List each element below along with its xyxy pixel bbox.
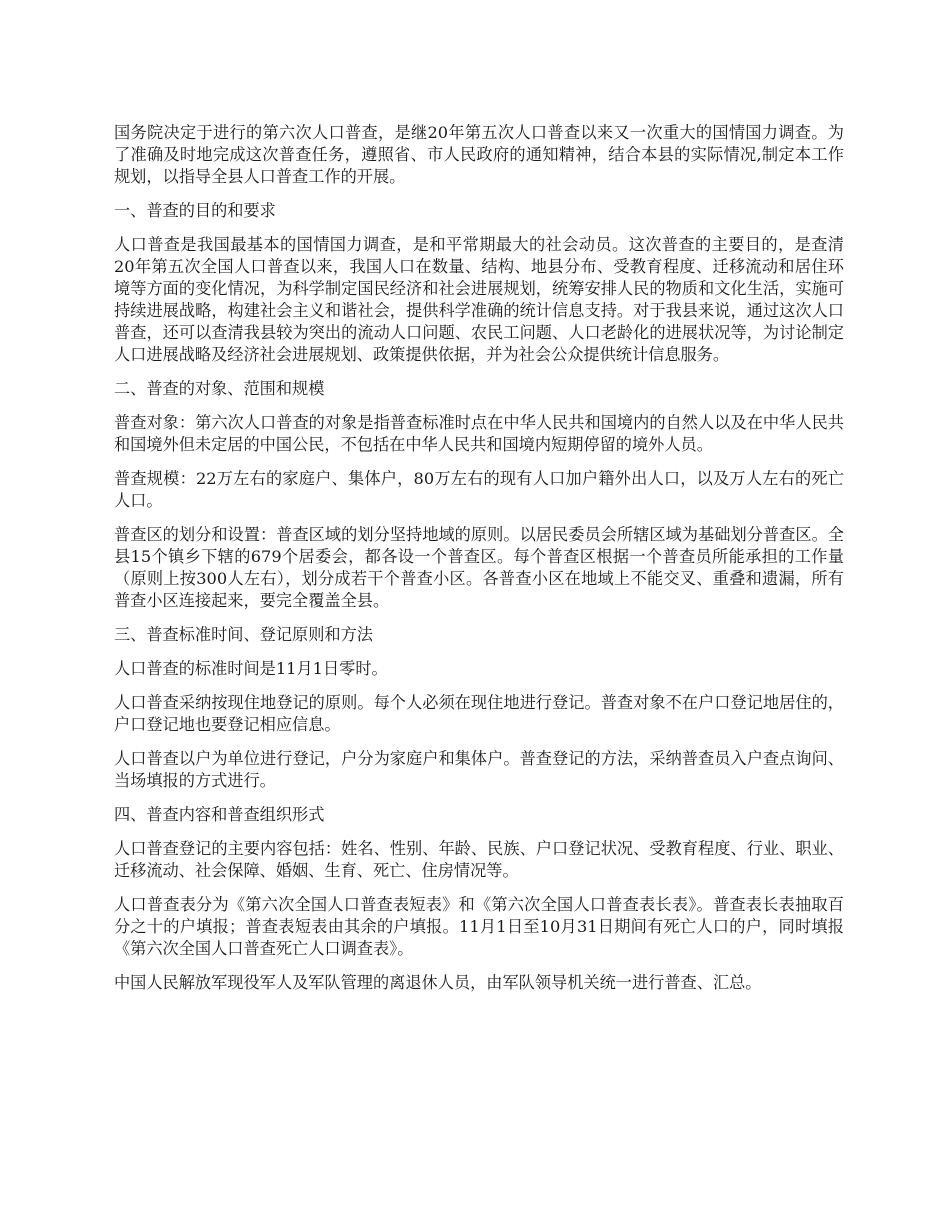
paragraph-census-objects: 普查对象：第六次人口普查的对象是指普查标准时点在中华人民共和国境内的自然人以及在中华人民共和国境外但未定居的中国公民，不包括在中华人民共和国境内短期停留的境外人员。 xyxy=(114,413,844,454)
paragraph-census-areas: 普查区的划分和设置：普查区域的划分坚持地域的原则。以居民委员会所辖区域为基础划分普查区。全县15个镇乡下辖的679个居委会，都各设一个普查区。每个普查区根据一个普查员所能承担的工作量（原则上按300人左右），划分成若干个普查小区。各普查小区在地域上不能交叉、重叠和遗漏，所有普查小区连接起来，要完全覆盖全县。 xyxy=(114,525,844,610)
paragraph-standard-time: 人口普查的标准时间是11月1日零时。 xyxy=(114,659,388,678)
paragraph-purpose: 人口普查是我国最基本的国情国力调查，是和平常期最大的社会动员。这次普查的主要目的，是查清20年第五次全国人口普查以来，我国人口在数量、结构、地县分布、受教育程度、迁移流动和居住环境等方面的变化情况，为科学制定国民经济和社会进展规划，统筹安排人民的物质和文化生活，实施可持续进展战略，构建社会主义和谐社会，提供科学准确的统计信息支持。对于我县来说，通过这次人口普查，还可以查清我县较为突出的流动人口问题、农民工问题、人口老龄化的进展状况等，为讨论制定人口进展战略及经济社会进展规划、政策提供依据，并为社会公众提供统计信息服务。 xyxy=(114,235,844,364)
paragraph-census-forms: 人口普查表分为《第六次全国人口普查表短表》和《第六次全国人口普查表长表》。普查表长表抽取百分之十的户填报；普查表短表由其余的户填报。11月1日至10月31日期间有死亡人口的户，同时填报《第六次全国人口普查死亡人口调查表》。 xyxy=(114,895,844,958)
paragraph-military: 中国人民解放军现役军人及军队管理的离退休人员，由军队领导机关统一进行普查、汇总。 xyxy=(114,973,762,992)
document-body xyxy=(114,122,844,1006)
section-heading-scope: 二、普查的对象、范围和规模 xyxy=(114,379,325,398)
paragraph-registration-method: 人口普查以户为单位进行登记，户分为家庭户和集体户。普查登记的方法，采纳普查员入户查点询问、当场填报的方式进行。 xyxy=(114,749,844,790)
paragraph-registration-principle: 人口普查采纳按现住地登记的原则。每个人必须在现住地进行登记。普查对象不在户口登记地居住的，户口登记地也要登记相应信息。 xyxy=(114,693,844,734)
paragraph-main-content: 人口普查登记的主要内容包括：姓名、性别、年龄、民族、户口登记状况、受教育程度、行业、职业、迁移流动、社会保障、婚姻、生育、死亡、住房情况等。 xyxy=(114,839,844,880)
section-heading-content-organization: 四、普查内容和普查组织形式 xyxy=(114,805,325,824)
section-heading-purpose: 一、普查的目的和要求 xyxy=(114,201,276,220)
section-heading-time-method: 三、普查标准时间、登记原则和方法 xyxy=(114,625,373,644)
paragraph-census-scale: 普查规模：22万左右的家庭户、集体户，80万左右的现有人口加户籍外出人口，以及万人左右的死亡人口。 xyxy=(114,469,844,510)
paragraph-intro: 国务院决定于进行的第六次人口普查，是继20年第五次人口普查以来又一次重大的国情国力调查。为了准确及时地完成这次普查任务，遵照省、市人民政府的通知精神，结合本县的实际情况,制定本工作规划，以指导全县人口普查工作的开展。 xyxy=(114,123,844,186)
